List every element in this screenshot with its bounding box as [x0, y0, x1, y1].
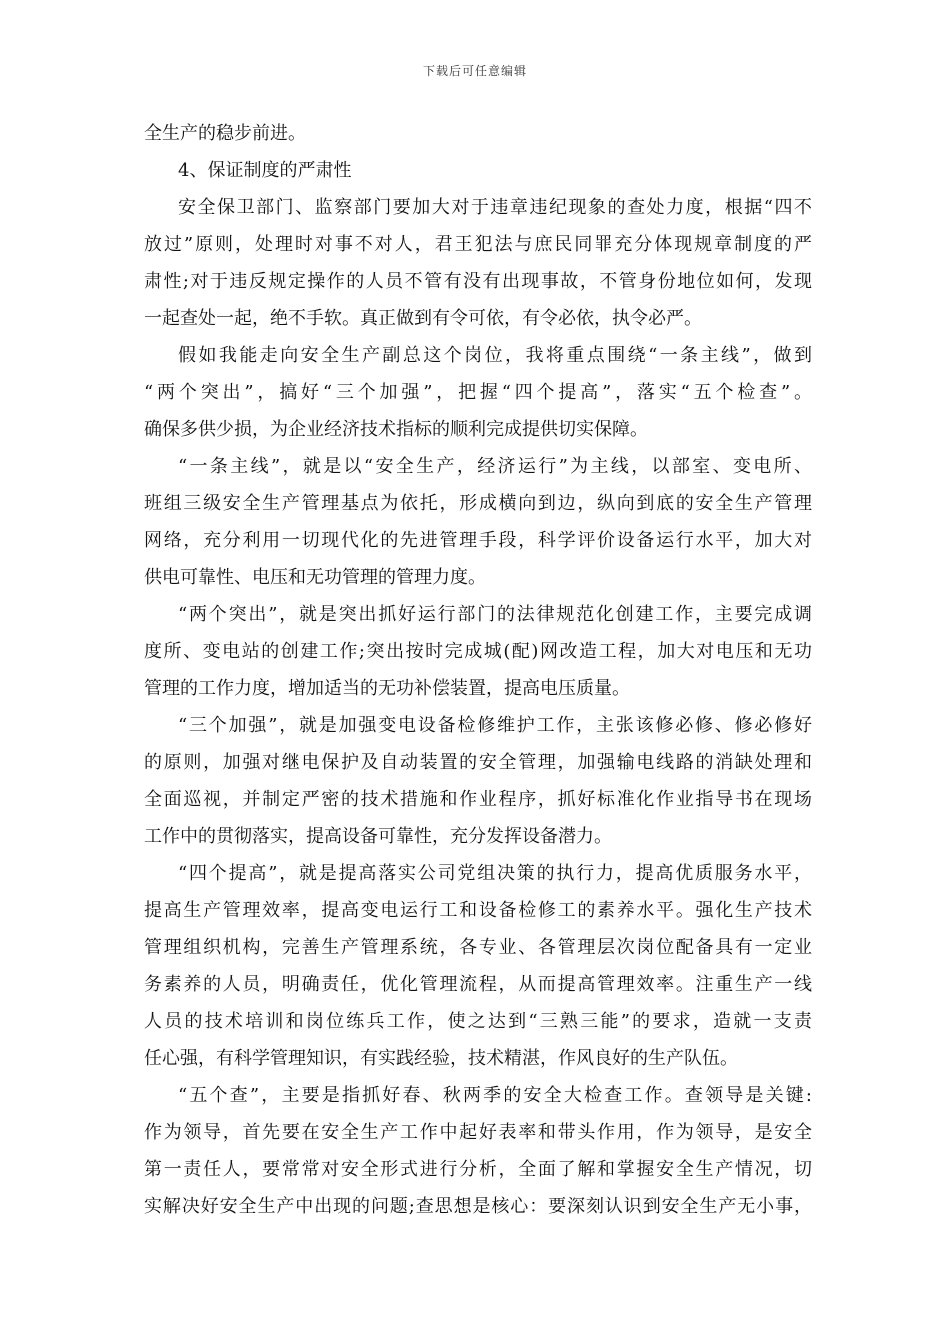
paragraph-line: “一条主线”，就是以“安全生产，经济运行”为主线，以部室、变电所、: [178, 456, 812, 477]
paragraph-line: 全生产的稳步前进。: [144, 123, 306, 144]
paragraph-line: 务素养的人员，明确责任，优化管理流程，从而提高管理效率。注重生产一线: [144, 974, 812, 995]
paragraph-line: 安全保卫部门、监察部门要加大对于违章违纪现象的查处力度，根据“四不: [178, 197, 812, 218]
paragraph-line: 肃性;对于违反规定操作的人员不管有没有出现事故，不管身份地位如何，发现: [144, 271, 812, 292]
paragraph-line: 人员的技术培训和岗位练兵工作，使之达到“三熟三能”的要求，造就一支责: [144, 1011, 812, 1032]
paragraph-line: 实解决好安全生产中出现的问题;查思想是核心：要深刻认识到安全生产无小事，: [144, 1196, 812, 1217]
paragraph-line: 第一责任人，要常常对安全形式进行分析，全面了解和掌握安全生产情况，切: [144, 1159, 812, 1180]
paragraph-line: 一起查处一起，绝不手软。真正做到有令可依，有令必依，执令必严。: [144, 308, 702, 329]
paragraph-line: “四个提高”，就是提高落实公司党组决策的执行力，提高优质服务水平，: [178, 863, 812, 884]
paragraph-line: 假如我能走向安全生产副总这个岗位，我将重点围绕“一条主线”，做到: [178, 345, 812, 366]
paragraph-line: 放过”原则，处理时对事不对人，君王犯法与庶民同罪充分体现规章制度的严: [144, 234, 812, 255]
document-body: [144, 115, 812, 1225]
paragraph-line: “三个加强”，就是加强变电设备检修维护工作，主张该修必修、修必修好: [178, 715, 812, 736]
paragraph-line: 供电可靠性、电压和无功管理的管理力度。: [144, 567, 486, 588]
paragraph-line: 班组三级安全生产管理基点为依托，形成横向到边，纵向到底的安全生产管理: [144, 493, 812, 514]
paragraph-line: 全面巡视，并制定严密的技术措施和作业程序，抓好标准化作业指导书在现场: [144, 789, 812, 810]
paragraph-line: “五个查”，主要是指抓好春、秋两季的安全大检查工作。查领导是关键:: [178, 1085, 812, 1106]
paragraph-line: 提高生产管理效率，提高变电运行工和设备检修工的素养水平。强化生产技术: [144, 900, 812, 921]
page-header: 下载后可任意编辑: [422, 64, 527, 78]
paragraph-line: 工作中的贯彻落实，提高设备可靠性，充分发挥设备潜力。: [144, 826, 612, 847]
paragraph-line: 管理组织机构，完善生产管理系统，各专业、各管理层次岗位配备具有一定业: [144, 937, 812, 958]
paragraph-line: 的原则，加强对继电保护及自动装置的安全管理，加强输电线路的消缺处理和: [144, 752, 812, 773]
paragraph-line: “两个突出”，就是突出抓好运行部门的法律规范化创建工作，主要完成调: [178, 604, 812, 625]
paragraph-line: 度所、变电站的创建工作;突出按时完成城(配)网改造工程，加大对电压和无功: [144, 641, 812, 662]
paragraph-line: “两个突出”，搞好“三个加强”，把握“四个提高”，落实“五个检查”。: [144, 382, 812, 403]
section-heading: 4、保证制度的严肃性: [178, 160, 352, 181]
paragraph-line: 作为领导，首先要在安全生产工作中起好表率和带头作用，作为领导，是安全: [144, 1122, 812, 1143]
paragraph-line: 确保多供少损，为企业经济技术指标的顺利完成提供切实保障。: [144, 419, 648, 440]
paragraph-line: 任心强，有科学管理知识，有实践经验，技术精湛，作风良好的生产队伍。: [144, 1048, 738, 1069]
paragraph-line: 网络，充分利用一切现代化的先进管理手段，科学评价设备运行水平，加大对: [144, 530, 812, 551]
paragraph-line: 管理的工作力度，增加适当的无功补偿装置，提高电压质量。: [144, 678, 630, 699]
